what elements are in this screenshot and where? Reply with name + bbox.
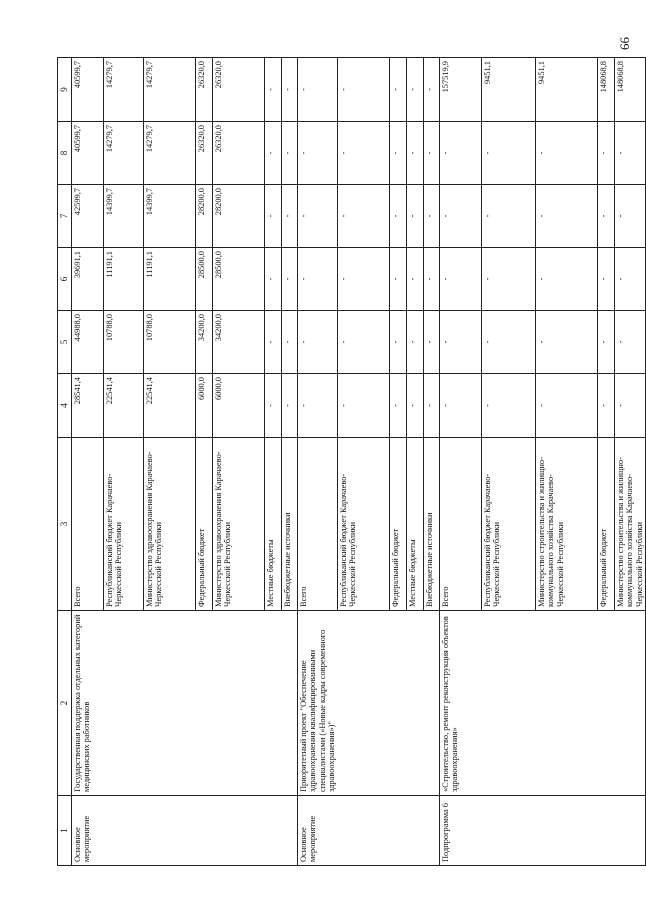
value-cell: - [265,374,282,438]
value-cell: 39691,1 [72,248,104,311]
program-level: Подпрограмма 6 [440,796,646,866]
column-header: 4 [58,374,72,438]
value-cell: - [390,122,407,185]
value-cell: - [440,311,482,374]
value-cell: - [482,122,536,185]
value-cell: - [265,248,282,311]
value-cell: 34200,0 [196,311,213,374]
funding-source: Внебюджетные источники [282,438,298,611]
value-cell: 14279,7 [104,122,144,185]
value-cell: - [282,122,298,185]
value-cell: - [338,185,390,248]
value-cell: - [482,311,536,374]
value-cell: 44988,0 [72,311,104,374]
column-header: 2 [58,611,72,796]
value-cell: 42599,7 [72,185,104,248]
value-cell: - [407,311,424,374]
value-cell: - [298,122,338,185]
value-cell: 28200,0 [196,185,213,248]
value-cell: 9451,1 [536,58,598,122]
value-cell: 148068,8 [615,58,646,122]
program-name: Приоритетный проект "Обеспечение здравоохранения квалифицированными специалистами («Новые кадры современного здравоохранения»)" [298,611,440,796]
funding-source: Республиканский бюджет Карачаево-Черкесской Республики [104,438,144,611]
value-cell: 10788,0 [144,311,196,374]
column-header: 8 [58,122,72,185]
funding-source: Республиканский бюджет Карачаево-Черкесской Республики [482,438,536,611]
value-cell: - [615,248,646,311]
value-cell: - [265,185,282,248]
value-cell: 14279,7 [104,58,144,122]
value-cell: 14399,7 [144,185,196,248]
value-cell: - [615,311,646,374]
value-cell: - [338,374,390,438]
value-cell: - [598,248,615,311]
program-level: Основное мероприятие [298,796,440,866]
value-cell: - [536,248,598,311]
value-cell: - [440,185,482,248]
value-cell: - [265,311,282,374]
funding-source: Всего [298,438,338,611]
value-cell: - [265,58,282,122]
value-cell: - [615,185,646,248]
header-row [58,58,72,866]
table-row [72,58,104,866]
value-cell: 6000,0 [196,374,213,438]
value-cell: 28200,0 [213,185,265,248]
column-header: 7 [58,185,72,248]
value-cell: 28500,0 [196,248,213,311]
funding-source: Министерство строительства и жилищно-коммунального хозяйства Карачаево-Черкесской Республики [536,438,598,611]
budget-table [57,57,646,866]
value-cell: - [482,248,536,311]
value-cell: - [298,58,338,122]
value-cell: - [482,374,536,438]
value-cell: 28500,0 [213,248,265,311]
value-cell: - [598,374,615,438]
value-cell: - [265,122,282,185]
value-cell: 14399,7 [104,185,144,248]
value-cell: - [407,248,424,311]
value-cell: - [424,122,440,185]
value-cell: - [390,248,407,311]
value-cell: - [338,122,390,185]
value-cell: 40599,7 [72,58,104,122]
value-cell: - [598,311,615,374]
funding-source: Республиканский бюджет Карачаево-Черкесской Республики [338,438,390,611]
table-body [72,58,646,866]
value-cell: - [424,248,440,311]
value-cell: - [440,122,482,185]
value-cell: 14279,7 [144,122,196,185]
value-cell: - [482,185,536,248]
page-number: 66 [617,37,632,50]
value-cell: - [536,122,598,185]
column-header: 9 [58,58,72,122]
value-cell: - [298,248,338,311]
value-cell: - [298,311,338,374]
funding-source: Министерство строительства и жилищно-коммунального хозяйства Карачаево-Черкесской Республики [615,438,646,611]
funding-source: Министерство здравоохранения Карачаево-Черкесской Республики [213,438,265,611]
value-cell: 22541,4 [144,374,196,438]
value-cell: 9451,1 [482,58,536,122]
rotated-page [57,58,644,866]
value-cell: 11191,1 [104,248,144,311]
value-cell: - [282,374,298,438]
value-cell: 22541,4 [104,374,144,438]
value-cell: - [338,58,390,122]
funding-source: Министерство здравоохранения Карачаево-Черкесской Республики [144,438,196,611]
value-cell: 26320,0 [213,122,265,185]
column-header: 3 [58,438,72,611]
value-cell: 28541,4 [72,374,104,438]
funding-source: Всего [440,438,482,611]
value-cell: - [440,248,482,311]
table-row [298,58,338,866]
value-cell: - [390,58,407,122]
value-cell: - [390,185,407,248]
value-cell: - [424,58,440,122]
value-cell: - [282,58,298,122]
value-cell: - [338,311,390,374]
funding-source: Федеральный бюджет [390,438,407,611]
value-cell: 26320,0 [196,58,213,122]
value-cell: - [615,122,646,185]
program-level: Основное мероприятие [72,796,298,866]
value-cell: - [407,122,424,185]
value-cell: - [536,374,598,438]
funding-source: Внебюджетные источники [424,438,440,611]
value-cell: 148068,8 [598,58,615,122]
value-cell: - [282,185,298,248]
column-header: 1 [58,796,72,866]
value-cell: - [424,311,440,374]
funding-source: Всего [72,438,104,611]
value-cell: - [407,374,424,438]
program-name: Государственная поддержка отдельных категорий медицинских работников [72,611,298,796]
value-cell: - [424,185,440,248]
value-cell: - [407,185,424,248]
value-cell: - [598,185,615,248]
value-cell: - [407,58,424,122]
value-cell: 157519,9 [440,58,482,122]
value-cell: - [598,122,615,185]
value-cell: - [298,374,338,438]
value-cell: - [282,248,298,311]
value-cell: - [440,374,482,438]
value-cell: - [536,311,598,374]
value-cell: 34200,0 [213,311,265,374]
funding-source: Федеральный бюджет [196,438,213,611]
funding-source: Местные бюджеты [407,438,424,611]
value-cell: - [536,185,598,248]
value-cell: 40599,7 [72,122,104,185]
value-cell: 14279,7 [144,58,196,122]
funding-source: Местные бюджеты [265,438,282,611]
column-header: 6 [58,248,72,311]
value-cell: - [390,311,407,374]
value-cell: - [390,374,407,438]
value-cell: - [424,374,440,438]
program-name: «Строительство, ремонт реконструкция объектов здравоохранения» [440,611,646,796]
funding-source: Федеральный бюджет [598,438,615,611]
value-cell: - [615,374,646,438]
table-row [440,58,482,866]
value-cell: 26320,0 [196,122,213,185]
value-cell: 10788,0 [104,311,144,374]
value-cell: 6000,0 [213,374,265,438]
value-cell: 11191,1 [144,248,196,311]
value-cell: - [298,185,338,248]
value-cell: 26320,0 [213,58,265,122]
column-header: 5 [58,311,72,374]
value-cell: - [282,311,298,374]
value-cell: - [338,248,390,311]
